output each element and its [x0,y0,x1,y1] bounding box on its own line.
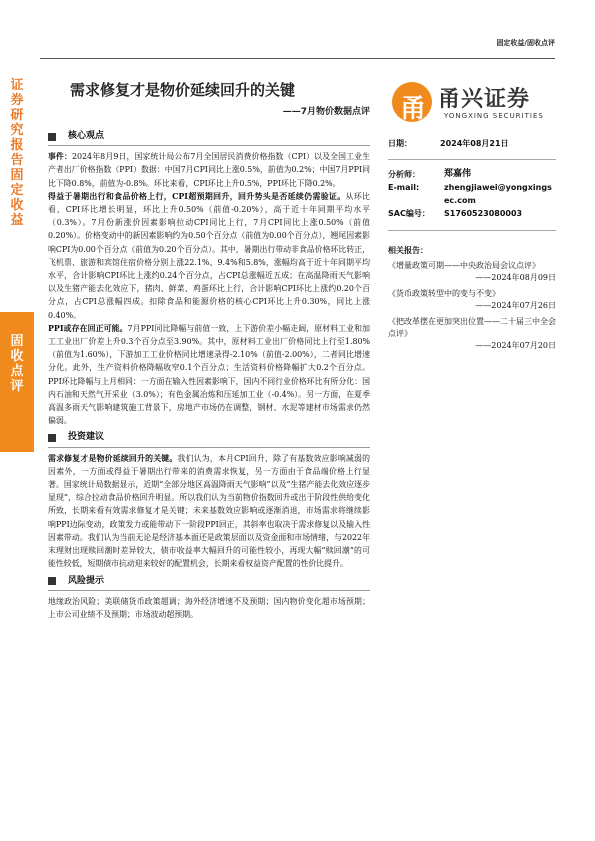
header-category: 固定收益/固收点评 [496,39,555,47]
paragraph-lead: 得益于暑期出行和食品价格上行，CPI超预期回升，回升势头是否延续仍需验证。 [48,191,346,201]
logo-name-cn: 甬兴证券 [438,87,531,112]
related-report-title[interactable]: 《货币政策转型中的变与不变》 [388,289,500,298]
email-label: E-mail: [388,183,420,192]
related-report-item[interactable] [388,316,556,352]
related-report-date: ——2024年08月09日 [475,273,556,282]
header-divider [40,58,555,59]
date-label: 日期： [388,139,412,148]
section-heading-text: 投资建议 [68,432,105,443]
paragraph-ppi [48,322,370,428]
sidebar-report-type: 证券研究报告 固定收益 [10,78,24,228]
paragraph-cpi [48,190,370,322]
email-row [388,181,556,207]
page-subtitle: ——7月物价数据点评 [282,107,370,117]
left-sidebar [0,0,34,841]
paragraph-body: 从环比看，CPI环比增长明显，环比上升0.50%（前值-0.20%），高于近十年同期平均水平（0.3%）。7月份新涨价因素影响拉动CPI同比上行，7月CPI同比上涨0.50%（前值0.20%）。价格变动中的新因素影响约为0.50个百分点（前值为0.00个百分点），翘尾因素影响CPI为0.00个百分点（前值为0.20个百分点）。其中，暑期出行带动非食品价格环比转正，飞机票、旅游和宾馆住宿价格分别上涨22.1%、9.4%和5.8%，涨幅均高于近十年同期平均水平，合计影响CPI环比上涨约0.24个百分点，占CPI总涨幅近五成；在高温降雨天气影响以及生猪产能去化效应下，猪肉、鲜菜、鸡蛋环比上行，合计影响CPI环比上涨约0.20个百分点，占CPI总涨幅四成。扣除食品和能源价格的核心CPI环比上升0.30%，同比上涨0.40%。 [48,191,370,320]
section-heading-core [48,130,370,146]
company-logo [392,78,562,128]
logo-name-en: YONGXING SECURITIES [444,112,544,120]
paragraph-lead: 需求修复才是物价延续回升的关键。 [48,453,178,463]
sidebar-section-label: 固收点评 [10,334,24,394]
related-report-item[interactable] [388,288,556,312]
logo-mark-icon: 甬 [392,82,432,122]
analyst-name: 郑嘉伟 [444,169,472,179]
section-heading-text: 核心观点 [68,131,105,141]
related-report-title[interactable]: 《增量政策可期——中央政治局会议点评》 [388,261,540,270]
related-report-date: ——2024年07月26日 [475,301,556,310]
right-column [388,138,556,352]
paragraph-lead: 事件： [48,152,72,162]
sac-row [388,207,556,220]
email-link[interactable]: zhengjiawei@yongxingsec.com [444,183,552,205]
analyst-label: 分析师： [388,170,420,179]
divider [388,230,556,231]
paragraph-lead: PPI或存在回正可能。 [48,323,128,333]
analyst-row [388,168,556,181]
related-report-date: ——2024年07月20日 [475,341,556,350]
sac-label: SAC编号： [388,209,430,218]
paragraph-body: 7月PPI同比降幅与前值一致，上下游价差小幅走阔，原材料工业和加工工业出厂价差上升0.3个百分点至3.90%。其中，原材料工业出厂价格同比上行至1.80%（前值为1.60%），下游加工工业价格同比增速录得-2.10%（前值-2.00%），二者同比增速分化。此外，生产资料价格降幅收窄0.1个百分点；生活资料价格降幅扩大0.2个百分点。PPI环比降幅与上月相同：一方面在输入性因素影响下，国内不同行业价格环比有所分化：国内石油和天然气开采业（3.0%）；有色金属冶炼和压延加工业（-0.4%）。另一方面，在夏季高温多雨天气影响建筑施工背景下，房地产市场仍在调整，钢材、水泥等建材市场需求仍然偏弱。 [48,323,370,426]
section-heading-risk [48,575,370,591]
paragraph-invest [48,452,370,571]
section-heading-text: 风险提示 [68,575,105,586]
paragraph-body: 2024年8月9日，国家统计局公布7月全国居民消费价格指数（CPI）以及全国工业生产者出厂价格指数（PPI）数据：中国7月CPI同比上涨0.5%，前值为0.2%；中国7月PPI同比下降0.8%，前值为-0.8%。环比来看，CPI环比上升0.5%，PPI环比下降0.2%。 [48,152,370,188]
bullet-square-icon [48,133,56,141]
paragraph-risk: 地缘政治风险；美联储货币政策超调；海外经济增速不及预期；国内物价变化超市场预期；上市公司业绩不及预期；市场波动超预期。 [48,596,370,619]
paragraph-event [48,150,370,190]
section-heading-invest [48,431,370,447]
report-date [388,138,556,149]
related-reports-title: 相关报告： [388,246,428,255]
related-report-item[interactable] [388,260,556,284]
bullet-square-icon [48,434,56,442]
divider [388,159,556,160]
paragraph-body: 我们认为，本月CPI回升，除了有基数效应影响减弱的因素外，一方面或得益于暑期出行带来的消费需求恢复，另一方面由于食品端价格上行显著。国家统计局数据显示，近期“全部分地区高温降雨天气影响”以及“生猪产能去化效应逐步显现”，综合拉动食品价格回升明显。所以我们认为当前物价指数回升或出于阶段性供给变化所致，长期来看有效需求修复才是关键；未来基数效应影响或逐渐消退，市场需求将继续影响PPI边际变动，政策发力或能带动下一阶段PPI回正，其斜率也取决于需求修复以及输入性因素带动。我们认为当前无论是经济基本面还是政策层面以及资金面和市场情绪，与2022年末理财出现赎回潮时差异较大，债市收益率大幅回升的可能性较小，再现大幅“赎回潮”的可能性较低，短期债市抗动迎来较好的配置机会，长期来看权益资产配置的性价比提升。 [48,453,370,569]
sac-value: S1760523080003 [444,209,523,218]
related-report-title[interactable]: 《把改革摆在更加突出位置——二十届三中全会点评》 [388,317,556,338]
main-content [48,126,370,621]
bullet-square-icon [48,577,56,585]
page-title: 需求修复才是物价延续回升的关键 [70,81,296,99]
date-value: 2024年08月21日 [440,139,509,148]
